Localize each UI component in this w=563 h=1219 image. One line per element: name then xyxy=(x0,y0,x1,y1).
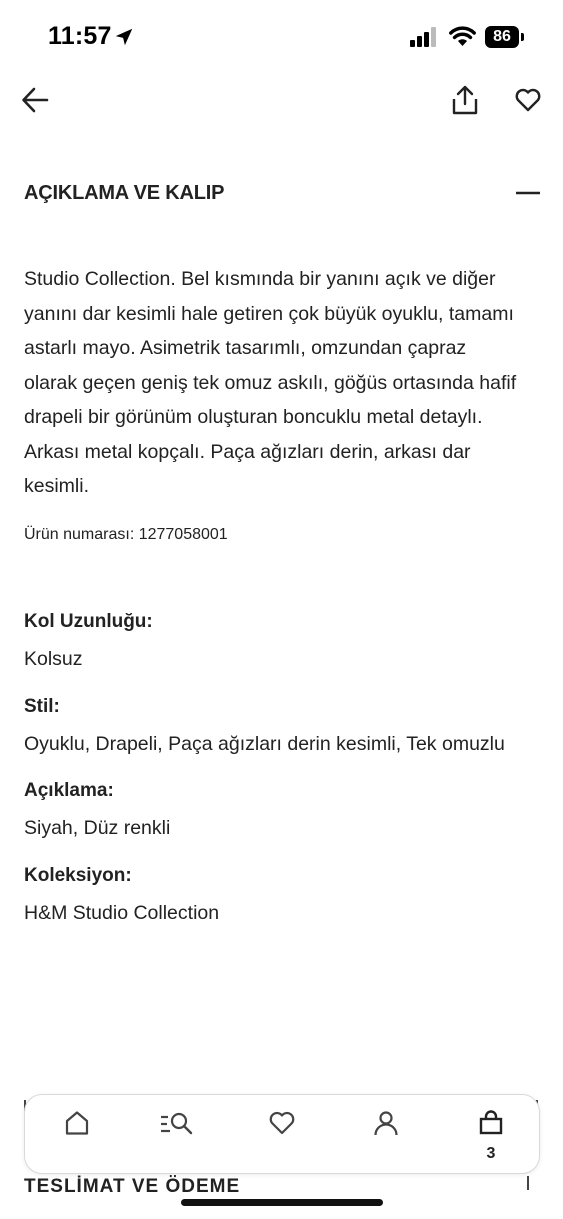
product-attributes xyxy=(24,606,524,944)
product-number: Ürün numarası: 1277058001 xyxy=(24,526,228,543)
shopping-bag-icon xyxy=(477,1109,505,1137)
share-icon[interactable] xyxy=(450,84,480,116)
minus-icon[interactable] xyxy=(515,182,541,204)
battery-icon: 86 xyxy=(485,26,519,48)
tab-home[interactable] xyxy=(47,1109,107,1161)
attribute-value: H&M Studio Collection xyxy=(24,901,220,924)
tab-account[interactable] xyxy=(356,1109,416,1161)
bag-count-badge: 3 xyxy=(486,1145,496,1162)
user-icon xyxy=(372,1109,400,1137)
status-bar xyxy=(0,0,563,76)
tab-search[interactable] xyxy=(147,1109,207,1161)
tab-bag[interactable] xyxy=(461,1109,521,1161)
home-icon xyxy=(63,1109,91,1137)
location-arrow-icon xyxy=(113,26,135,48)
attribute-value: Siyah, Düz renkli xyxy=(24,817,171,839)
next-section-title[interactable]: TESLİMAT VE ÖDEME xyxy=(24,1176,241,1197)
attribute-description xyxy=(24,775,524,846)
search-icon xyxy=(159,1109,195,1137)
attribute-style xyxy=(24,691,524,762)
signal-icon xyxy=(410,27,438,47)
divider-tick xyxy=(527,1176,529,1190)
attribute-collection xyxy=(24,860,524,931)
tab-favorites[interactable] xyxy=(252,1109,312,1161)
attribute-label: Stil: xyxy=(24,695,60,717)
bottom-tab-bar xyxy=(24,1094,540,1174)
attribute-label: Koleksiyon: xyxy=(24,864,132,886)
attribute-label: Açıklama: xyxy=(24,780,114,801)
attribute-label: Kol Uzunluğu: xyxy=(24,611,153,632)
heart-icon xyxy=(268,1109,296,1137)
battery-nub xyxy=(521,33,524,41)
status-time: 11:57 xyxy=(48,22,112,50)
product-description: Studio Collection. Bel kısmında bir yanını açık ve diğer yanını dar kesimli hale getiren çok büyük oyuklu, tamamı astarlı mayo. Asimetrik tasarımlı, omzundan çapraz olarak geçen geniş tek omuz askılı, göğüs ortasında hafif drapeli bir görünüm oluşturan boncuklu metal detaylı. Arkası metal kopçalı. Paça ağızları derin, arkası dar kesimli. xyxy=(24,268,517,497)
attribute-value: Kolsuz xyxy=(24,648,83,670)
attribute-value: Oyuklu, Drapeli, Paça ağızları derin kesimli, Tek omuzlu xyxy=(24,732,505,755)
heart-icon[interactable] xyxy=(514,86,542,114)
back-arrow-icon[interactable] xyxy=(21,86,49,114)
attribute-sleeve-length xyxy=(24,606,524,677)
wifi-icon xyxy=(449,25,476,47)
home-indicator xyxy=(181,1199,383,1206)
section-title[interactable]: AÇIKLAMA VE KALIP xyxy=(24,182,225,204)
